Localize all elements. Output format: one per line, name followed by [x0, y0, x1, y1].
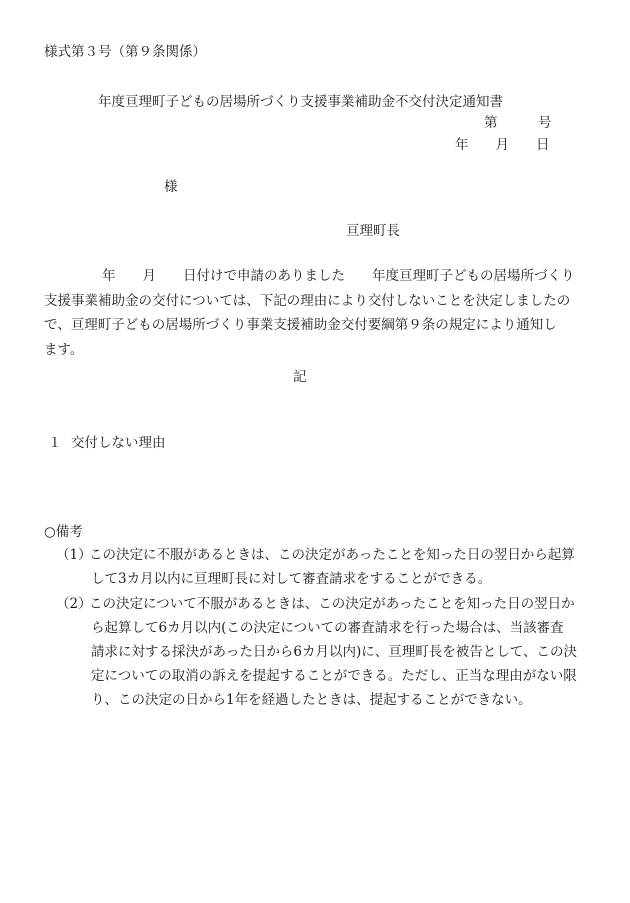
document-number: 第 号: [484, 115, 552, 131]
remark-number: （1）: [56, 547, 92, 563]
remark-line: 定についての取消の訴えを提起することができる。ただし、正当な理由がない限: [91, 668, 577, 684]
issuer-name: 亘理町長: [346, 223, 400, 239]
remark-item-2: [56, 592, 577, 712]
ki-heading: 記: [293, 369, 307, 385]
document-date: 年 月 日: [455, 137, 550, 153]
section-number: １: [48, 435, 62, 451]
remark-line: 請求に対する採決があった日から6カ月以内)に、亘理町長を被告として、この決: [91, 644, 577, 660]
body-paragraph: [44, 264, 575, 362]
body-line: 年 月 日付けで申請のありました 年度亘理町子どもの居場所づくり: [102, 268, 575, 284]
remark-item-1: [56, 543, 575, 591]
remark-number: （2）: [56, 596, 92, 612]
form-number: 様式第３号（第９条関係）: [44, 44, 206, 60]
body-line: ます。: [44, 341, 84, 358]
body-line: で、亘理町子どもの居場所づくり事業支援補助金交付要綱第９条の規定により通知し: [44, 317, 557, 333]
recipient-suffix: 様: [164, 179, 178, 195]
remark-line: して3カ月以内に亘理町長に対して審査請求をすることができる。: [91, 571, 492, 587]
remark-line: ら起算して6カ月以内(この決定についての審査請求を行った場合は、当該審査: [91, 620, 564, 636]
section-label: 交付しない理由: [71, 435, 166, 451]
remark-line: り、この決定の日から1年を経過したときは、提起することができない。: [91, 692, 532, 708]
remarks-heading: ○備考: [44, 524, 83, 540]
remark-line: この決定に不服があるときは、この決定があったことを知った日の翌日から起算: [89, 547, 575, 563]
remark-line: この決定について不服があるときは、この決定があったことを知った日の翌日か: [89, 596, 575, 612]
body-line: 支援事業補助金の交付については、下記の理由により交付しないことを決定しましたの: [44, 292, 571, 309]
document-title: 年度亘理町子どもの居場所づくり支援事業補助金不交付決定通知書: [98, 94, 503, 110]
